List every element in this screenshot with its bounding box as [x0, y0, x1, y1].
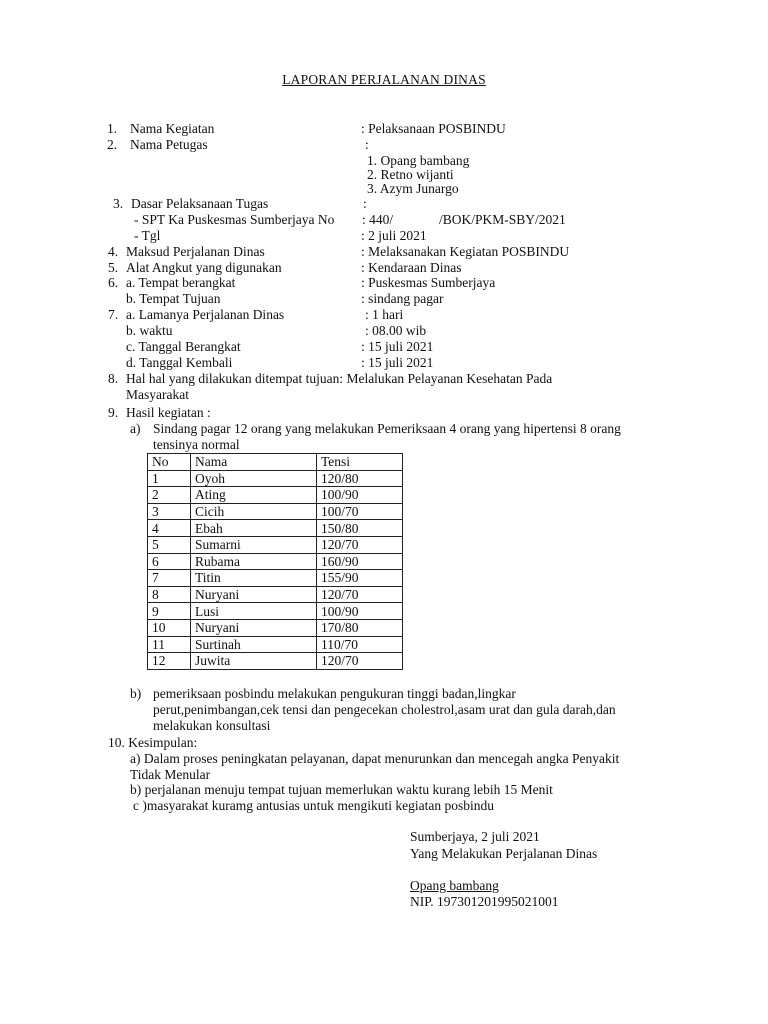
signature-role: Yang Melakukan Perjalanan Dinas — [410, 846, 598, 861]
table-row — [148, 603, 403, 620]
tempat-tujuan-label: b. Tempat Tujuan — [126, 291, 221, 306]
table-cell-no: 10 — [148, 619, 191, 636]
table-cell-tensi: 160/90 — [317, 553, 403, 570]
table-cell-tensi: 100/90 — [317, 487, 403, 504]
hasil-b-line3: melakukan konsultasi — [153, 718, 271, 733]
table-cell-no: 2 — [148, 487, 191, 504]
table-row — [148, 470, 403, 487]
table-row — [148, 520, 403, 537]
hasil-b-marker: b) — [130, 686, 142, 701]
table-row — [148, 536, 403, 553]
table-row — [148, 653, 403, 670]
item-number: 8. — [108, 371, 119, 386]
hasil-b-line1: pemeriksaan posbindu melakukan pengukuran tinggi badan,lingkar — [153, 686, 516, 701]
table-cell-nama: Juwita — [191, 653, 317, 670]
table-cell-nama: Titin — [191, 570, 317, 587]
signature-name: Opang bambang — [410, 878, 499, 893]
table-row — [148, 570, 403, 587]
lamanya-value: : 1 hari — [365, 307, 404, 322]
table-cell-nama: Lusi — [191, 603, 317, 620]
hasil-a-line2: tensinya normal — [153, 437, 240, 452]
table-cell-no: 9 — [148, 603, 191, 620]
tanggal-berangkat-label: c. Tanggal Berangkat — [126, 339, 241, 354]
table-cell-tensi: 155/90 — [317, 570, 403, 587]
kesimpulan-a-cont: Tidak Menular — [130, 767, 211, 782]
tanggal-kembali-value: : 15 juli 2021 — [361, 355, 434, 370]
table-cell-nama: Sumarni — [191, 536, 317, 553]
signature-nip: NIP. 197301201995021001 — [410, 894, 559, 909]
table-cell-no: 3 — [148, 503, 191, 520]
table-cell-no: 7 — [148, 570, 191, 587]
tensi-table — [147, 453, 403, 670]
table-row — [148, 619, 403, 636]
tempat-berangkat-value: : Puskesmas Sumberjaya — [361, 275, 496, 290]
table-cell-no: 4 — [148, 520, 191, 537]
table-cell-no: 6 — [148, 553, 191, 570]
kesimpulan-b: b) perjalanan menuju tempat tujuan memerlukan waktu kurang lebih 15 Menit — [130, 782, 553, 797]
table-cell-nama: Rubama — [191, 553, 317, 570]
table-cell-no: 11 — [148, 636, 191, 653]
signature-place-date: Sumberjaya, 2 juli 2021 — [410, 829, 540, 844]
table-header-no: No — [148, 454, 191, 471]
kesimpulan-c: c )masyarakat kuramg antusias untuk mengikuti kegiatan posbindu — [133, 798, 495, 813]
tanggal-berangkat-value: : 15 juli 2021 — [361, 339, 434, 354]
lamanya-label: a. Lamanya Perjalanan Dinas — [126, 307, 285, 322]
tgl-value: : 2 juli 2021 — [361, 228, 427, 243]
table-header-nama: Nama — [191, 454, 317, 471]
hasil-a-line1: Sindang pagar 12 orang yang melakukan Pemeriksaan 4 orang yang hipertensi 8 orang — [153, 421, 621, 436]
table-header-row — [148, 454, 403, 471]
table-cell-nama: Nuryani — [191, 619, 317, 636]
table-cell-nama: Surtinah — [191, 636, 317, 653]
petugas-2: 2. Retno wijanti — [367, 167, 454, 182]
table-cell-no: 5 — [148, 536, 191, 553]
tgl-label: - Tgl — [134, 228, 161, 243]
hal-dilakukan-line1: Hal hal yang dilakukan ditempat tujuan: Melalukan Pelayanan Kesehatan Pada — [126, 371, 553, 386]
table-cell-tensi: 120/70 — [317, 653, 403, 670]
item-label-nama-kegiatan: Nama Kegiatan — [130, 121, 215, 136]
item-value-nama-kegiatan: : Pelaksanaan POSBINDU — [361, 121, 506, 136]
petugas-1: 1. Opang bambang — [367, 153, 470, 168]
table-cell-tensi: 170/80 — [317, 619, 403, 636]
item-colon: : — [363, 196, 367, 211]
waktu-label: b. waktu — [126, 323, 173, 338]
item-number: 6. — [108, 275, 119, 290]
table-cell-nama: Oyoh — [191, 470, 317, 487]
item-number: 1. — [107, 121, 118, 136]
spt-value: : 440/ — [362, 212, 394, 227]
document-title: LAPORAN PERJALANAN DINAS — [282, 72, 486, 87]
table-row — [148, 487, 403, 504]
hal-dilakukan-line2: Masyarakat — [126, 387, 189, 402]
item-number: 7. — [108, 307, 119, 322]
item-label-alat-angkut: Alat Angkut yang digunakan — [126, 260, 282, 275]
table-cell-no: 12 — [148, 653, 191, 670]
table-cell-nama: Nuryani — [191, 586, 317, 603]
item-value-alat-angkut: : Kendaraan Dinas — [361, 260, 462, 275]
table-cell-tensi: 150/80 — [317, 520, 403, 537]
table-cell-nama: Ebah — [191, 520, 317, 537]
table-row — [148, 636, 403, 653]
item-number: 2. — [107, 137, 118, 152]
kesimpulan-label: 10. Kesimpulan: — [108, 735, 198, 750]
table-header-tensi: Tensi — [317, 454, 403, 471]
item-label-maksud: Maksud Perjalanan Dinas — [126, 244, 265, 259]
petugas-3: 3. Azym Junargo — [367, 181, 459, 196]
item-number: 9. — [108, 405, 119, 420]
table-cell-nama: Ating — [191, 487, 317, 504]
table-cell-no: 8 — [148, 586, 191, 603]
table-row — [148, 586, 403, 603]
tempat-tujuan-value: : sindang pagar — [361, 291, 444, 306]
hasil-kegiatan-label: Hasil kegiatan : — [126, 405, 211, 420]
item-number: 4. — [108, 244, 119, 259]
item-label-nama-petugas: Nama Petugas — [130, 137, 208, 152]
tempat-berangkat-label: a. Tempat berangkat — [126, 275, 236, 290]
kesimpulan-a: a) Dalam proses peningkatan pelayanan, dapat menurunkan dan mencegah angka Penyakit — [130, 751, 620, 766]
spt-label: - SPT Ka Puskesmas Sumberjaya No — [134, 212, 335, 227]
hasil-a-marker: a) — [130, 421, 141, 436]
item-label-dasar: Dasar Pelaksanaan Tugas — [131, 196, 269, 211]
item-number: 3. — [113, 196, 124, 211]
table-cell-nama: Cicih — [191, 503, 317, 520]
waktu-value: : 08.00 wib — [365, 323, 427, 338]
tanggal-kembali-label: d. Tanggal Kembali — [126, 355, 233, 370]
table-cell-no: 1 — [148, 470, 191, 487]
hasil-b-line2: perut,penimbangan,cek tensi dan pengecekan cholestrol,asam urat dan gula darah,dan — [153, 702, 616, 717]
item-number: 5. — [108, 260, 119, 275]
table-cell-tensi: 110/70 — [317, 636, 403, 653]
item-colon: : — [365, 137, 369, 152]
table-row — [148, 553, 403, 570]
table-cell-tensi: 100/90 — [317, 603, 403, 620]
table-cell-tensi: 120/80 — [317, 470, 403, 487]
spt-suffix: /BOK/PKM-SBY/2021 — [439, 212, 566, 227]
table-row — [148, 503, 403, 520]
item-value-maksud: : Melaksanakan Kegiatan POSBINDU — [361, 244, 570, 259]
table-cell-tensi: 100/70 — [317, 503, 403, 520]
table-cell-tensi: 120/70 — [317, 536, 403, 553]
table-cell-tensi: 120/70 — [317, 586, 403, 603]
